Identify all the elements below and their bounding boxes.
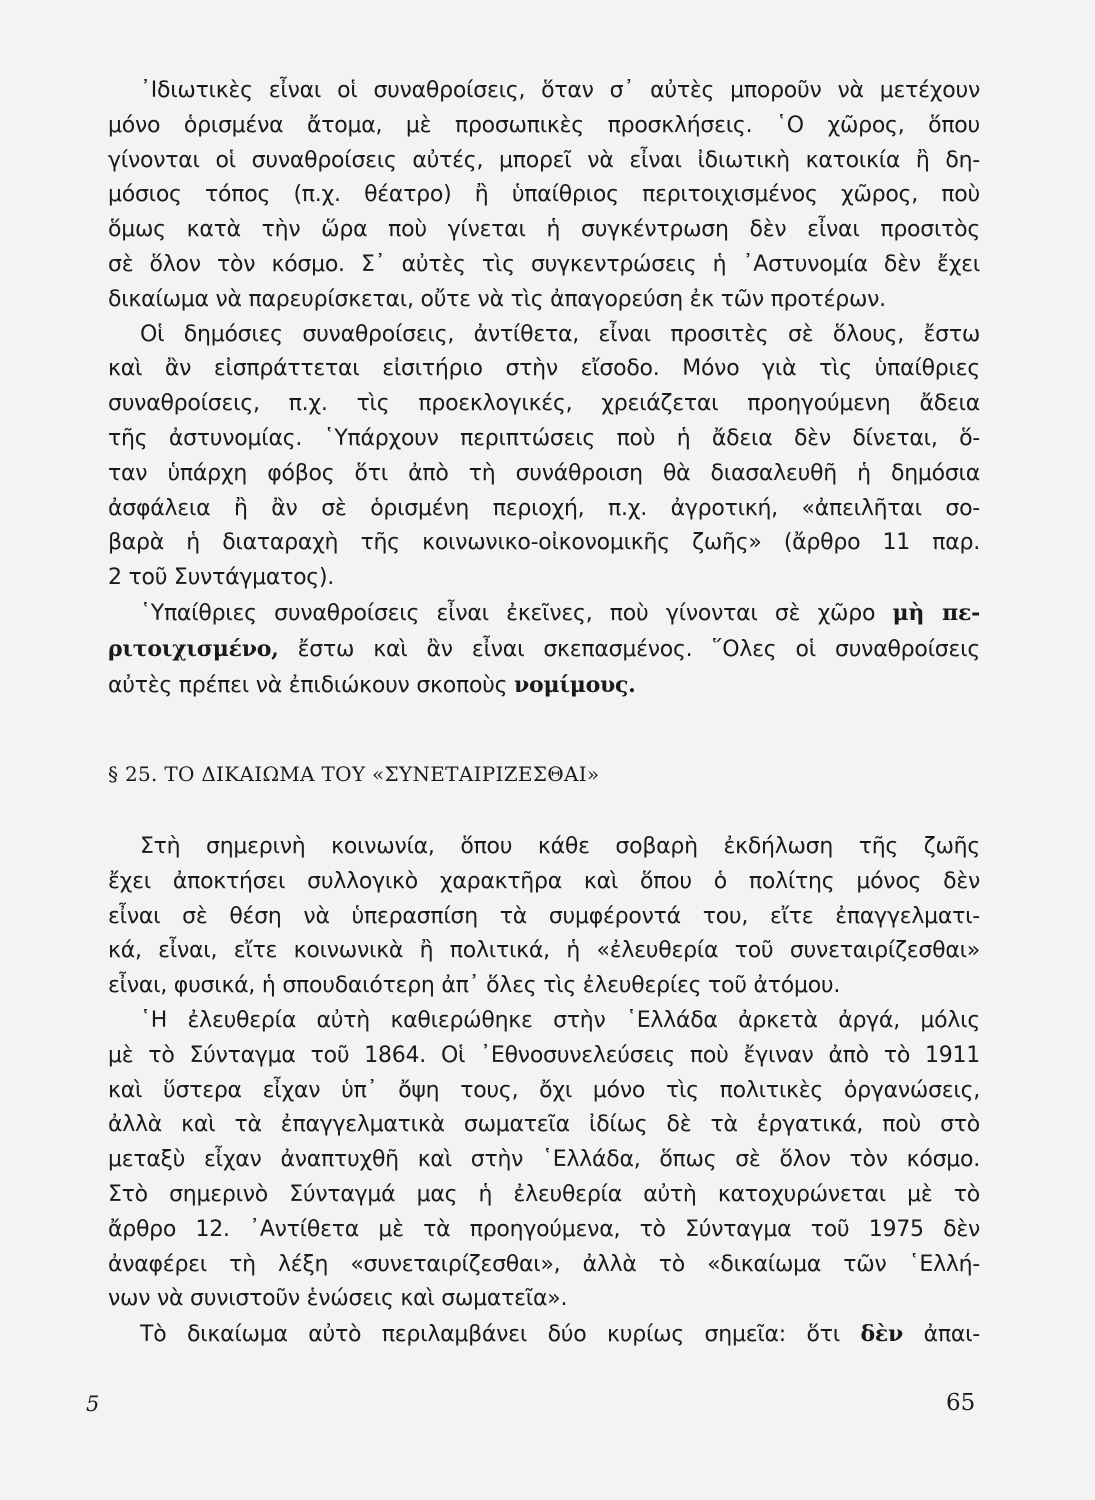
section-association-text [108, 830, 980, 1353]
text-run: ἀπαι- [903, 1322, 980, 1348]
text-line: καὶ ὕστερα εἶχαν ὑπ᾽ ὄψη τους, ὄχι μόνο τὶς πολιτικὲς ὀργανώσεις, [108, 1077, 980, 1103]
text-line: ἀλλὰ καὶ τὰ ἐπαγγελματικὰ σωματεῖα ἰδίως δὲ τὰ ἐργατικά, ποὺ στὸ [108, 1112, 980, 1138]
text-line: συναθροίσεις, π.χ. τὶς προεκλογικές, χρειάζεται προηγούμενη ἄδεια [108, 391, 980, 417]
text-line [108, 632, 980, 668]
text-line: μὲ τὸ Σύνταγμα τοῦ 1864. Οἱ ᾽Εθνοσυνελεύσεις ποὺ ἔγιναν ἀπὸ τὸ 1911 [108, 1042, 980, 1068]
text-line: εἶναι, φυσικά, ἡ σπουδαιότερη ἀπ᾽ ὅλες τὶς ἐλευθερίες τοῦ ἀτόμου. [108, 973, 841, 999]
section-assemblies-text [108, 74, 980, 703]
text-line: βαρὰ ἡ διαταραχὴ τῆς κοινωνικο-οἰκονομικῆς ζωῆς» (ἄρθρο 11 παρ. [108, 530, 980, 556]
text-line: ἄρθρο 12. ᾽Αντίθετα μὲ τὰ προηγούμενα, τὸ Σύνταγμα τοῦ 1975 δὲν [108, 1216, 980, 1242]
text-line: ῾Η ἐλευθερία αὐτὴ καθιερώθηκε στὴν ῾Ελλάδα ἀρκετὰ ἀργά, μόλις [140, 1007, 980, 1033]
page-number: 65 [946, 1390, 976, 1416]
text-run: αὐτὲς πρέπει νὰ ἐπιδιώκουν σκοποὺς [108, 672, 515, 698]
text-run: ῾Υπαίθριες συναθροίσεις εἶναι ἐκεῖνες, ποὺ γίνονται σὲ χῶρο [140, 600, 893, 626]
text-line: γίνονται οἱ συναθροίσεις αὐτές, μπορεῖ νὰ εἶναι ἰδιωτικὴ κατοικία ἢ δη- [108, 147, 980, 173]
text-line: ἔχει ἀποκτήσει συλλογικὸ χαρακτῆρα καὶ ὅπου ὁ πολίτης μόνος δὲν [108, 868, 980, 894]
text-line: ταν ὑπάρχη φόβος ὅτι ἀπὸ τὴ συνάθροιση θὰ διασαλευθῆ ἡ δημόσια [108, 460, 980, 486]
text-line: Στὸ σημερινὸ Σύνταγμά μας ἡ ἐλευθερία αὐτὴ κατοχυρώνεται μὲ τὸ [108, 1181, 980, 1207]
bold-term: νομίμους. [514, 671, 636, 698]
text-line: δικαίωμα νὰ παρευρίσκεται, οὔτε νὰ τὶς ἀπαγορεύση ἐκ τῶν προτέρων. [108, 286, 886, 312]
text-line: Οἱ δημόσιες συναθροίσεις, ἀντίθετα, εἶναι προσιτὲς σὲ ὅλους, ἔστω [140, 321, 980, 347]
text-line [108, 596, 980, 632]
signature-mark: 5 [86, 1392, 100, 1416]
text-line: ἀναφέρει τὴ λέξη «συνεταιρίζεσθαι», ἀλλὰ τὸ «δικαίωμα τῶν ῾Ελλή- [108, 1251, 980, 1277]
text-run: ἔστω καὶ ἂν εἶναι σκεπασμένος. ῞Ολες οἱ συναθροίσεις [278, 636, 980, 662]
text-line: εἶναι σὲ θέση νὰ ὑπερασπίση τὰ συμφέροντά του, εἴτε ἐπαγγελματι- [108, 903, 980, 929]
bold-term: μὴ πε- [892, 599, 980, 626]
text-line: ᾽Ιδιωτικὲς εἶναι οἱ συναθροίσεις, ὅταν σ᾽ αὐτὲς μποροῦν νὰ μετέχουν [140, 78, 980, 103]
text-line: καὶ ἂν εἰσπράττεται εἰσιτήριο στὴν εἴσοδο. Μόνο γιὰ τὶς ὑπαίθριες [108, 356, 980, 382]
text-line: μόσιος τόπος (π.χ. θέατρο) ἢ ὑπαίθριος περιτοιχισμένος χῶρος, ποὺ [108, 182, 980, 208]
text-line [108, 1317, 980, 1353]
text-line: κά, εἶναι, εἴτε κοινωνικὰ ἢ πολιτικά, ἡ «ἐλευθερία τοῦ συνεταιρίζεσθαι» [108, 938, 980, 964]
text-line: Στὴ σημερινὴ κοινωνία, ὅπου κάθε σοβαρὴ ἐκδήλωση τῆς ζωῆς [140, 834, 980, 859]
text-line: νων νὰ συνιστοῦν ἑνώσεις καὶ σωματεῖα». [108, 1286, 568, 1312]
text-line: 2 τοῦ Συντάγματος). [108, 565, 335, 591]
bold-term: δὲν [860, 1321, 904, 1348]
section-heading: § 25. ΤΟ ΔΙΚΑΙΩΜΑ ΤΟΥ «ΣΥΝΕΤΑΙΡΙΖΕΣΘΑΙ» [108, 762, 600, 786]
text-line [108, 668, 980, 704]
text-line: τῆς ἀστυνομίας. ῾Υπάρχουν περιπτώσεις ποὺ ἡ ἄδεια δὲν δίνεται, ὅ- [108, 425, 980, 451]
text-line: σὲ ὅλον τὸν κόσμο. Σ᾽ αὐτὲς τὶς συγκεντρώσεις ἡ ᾽Αστυνομία δὲν ἔχει [108, 251, 980, 277]
text-line: μόνο ὁρισμένα ἄτομα, μὲ προσωπικὲς προσκλήσεις. ῾Ο χῶρος, ὅπου [108, 112, 980, 138]
text-line: ἀσφάλεια ἢ ἂν σὲ ὁρισμένη περιοχή, π.χ. ἀγροτική, «ἀπειλῆται σο- [108, 495, 980, 521]
bold-term: ριτοιχισμένο, [108, 635, 279, 662]
text-line: μεταξὺ εἶχαν ἀναπτυχθῆ καὶ στὴν ῾Ελλάδα, ὅπως σὲ ὅλον τὸν κόσμο. [108, 1147, 980, 1173]
text-line: ὅμως κατὰ τὴν ὥρα ποὺ γίνεται ἡ συγκέντρωση δὲν εἶναι προσιτὸς [108, 217, 980, 243]
text-run: Τὸ δικαίωμα αὐτὸ περιλαμβάνει δύο κυρίως σημεῖα: ὅτι [140, 1322, 861, 1348]
